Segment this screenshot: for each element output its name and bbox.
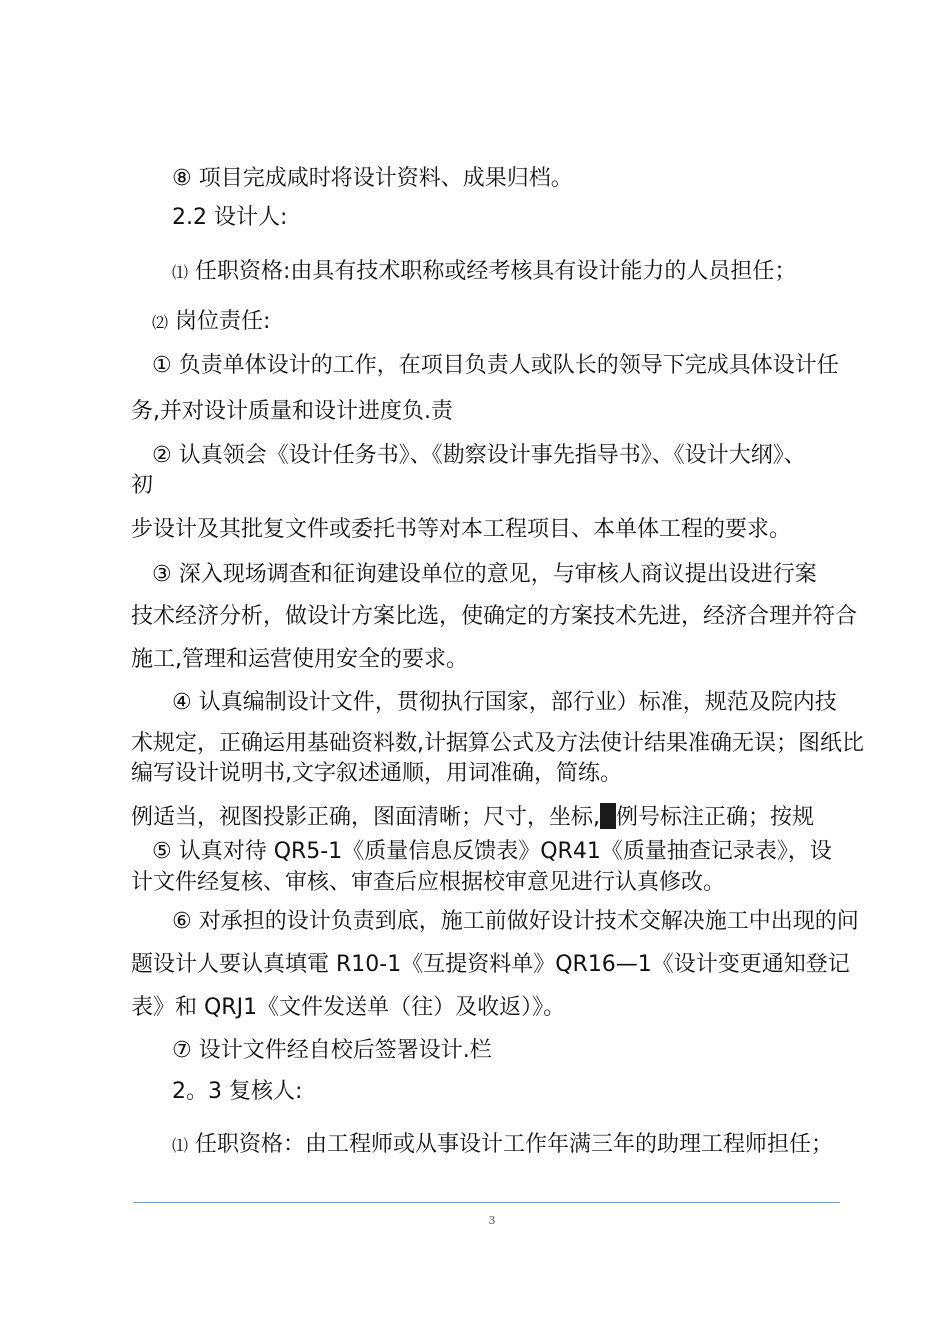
footer-divider <box>133 1202 840 1203</box>
redaction-block <box>600 803 616 829</box>
qualification-text: 任职资格：由工程师或从事设计工作年满三年的助理工程师担任； <box>188 1132 834 1157</box>
duty-6-line-2: 题设计人要认真填電 R10-1《互提资料单》QR16—1《设计变更通知登记 <box>131 952 850 977</box>
duty-5-line-2: 计文件经复核、审核、审查后应根据校审意见进行认真修改。 <box>131 870 726 895</box>
section-heading-reviewer: 2。3 复核人: <box>172 1079 303 1104</box>
duty-4-line-4 <box>131 803 814 833</box>
duties-heading-text: 岗位责任: <box>168 309 271 334</box>
duty-4-line-3: 编写设计说明书,文字叙述通顺，用词准确，简练。 <box>131 761 622 786</box>
designer-qualification <box>172 257 796 288</box>
reviewer-qualification <box>172 1130 833 1161</box>
duty-2-line-1: ② 认真领会《设计任务书》、《勘察设计事先指导书》、《设计大纲》、 <box>152 443 806 468</box>
qualification-text: 任职资格:由具有技术职称或经考核具有设计能力的人员担任； <box>188 259 797 284</box>
duty-1-line-1: ① 负责单体设计的工作，在项目负责人或队长的领导下完成具体设计任 <box>152 353 839 378</box>
page-number: 3 <box>488 1214 496 1227</box>
duty-2-line-3: 步设计及其批复文件或委托书等对本工程项目、本单体工程的要求。 <box>131 517 792 542</box>
item-7-signoff: ⑦ 设计文件经自校后签署设计.栏 <box>172 1038 492 1063</box>
duty-5-line-1: ⑤ 认真对待 QR5-1《质量信息反馈表》QR41《质量抽查记录表》，设 <box>152 839 832 864</box>
list-marker: ⑵ <box>152 313 169 332</box>
duty-6-line-3: 表》和 QRJ1《文件发送单（往）及收返）》。 <box>131 995 566 1020</box>
duty-6-line-1: ⑥ 对承担的设计负责到底，施工前做好设计技术交解决施工中出现的问 <box>172 909 859 934</box>
duty-1-line-2: 务,并对设计质量和设计进度负.责 <box>131 399 453 424</box>
duty-2-line-2: 初 <box>131 473 154 498</box>
list-marker: ⑴ <box>172 263 189 282</box>
line-text-part-1: 例适当，视图投影正确，图面清晰；尺寸，坐标, <box>131 805 600 830</box>
duty-3-line-3: 施工,管理和运营使用安全的要求。 <box>131 647 468 672</box>
designer-duties-heading <box>152 307 270 338</box>
section-heading-designer: 2.2 设计人: <box>172 205 288 230</box>
duty-3-line-1: ③ 深入现场调查和征询建设单位的意见，与审核人商议提出设进行案 <box>152 562 817 587</box>
duty-4-line-1: ④ 认真编制设计文件，贯彻执行国家，部行业）标准，规范及院内技 <box>172 690 837 715</box>
duty-3-line-2: 技术经济分析，做设计方案比选，使确定的方案技术先进，经济合理并符合 <box>131 604 858 629</box>
duty-4-line-2: 术规定，正确运用基础资料数,计据算公式及方法使计结果准确无误；图纸比 <box>131 731 864 756</box>
item-8-archive: ⑧ 项目完成咸时将设计资料、成果归档。 <box>172 166 573 191</box>
line-text-part-2: 例号标注正确；按规 <box>616 805 815 830</box>
list-marker: ⑴ <box>172 1136 189 1155</box>
